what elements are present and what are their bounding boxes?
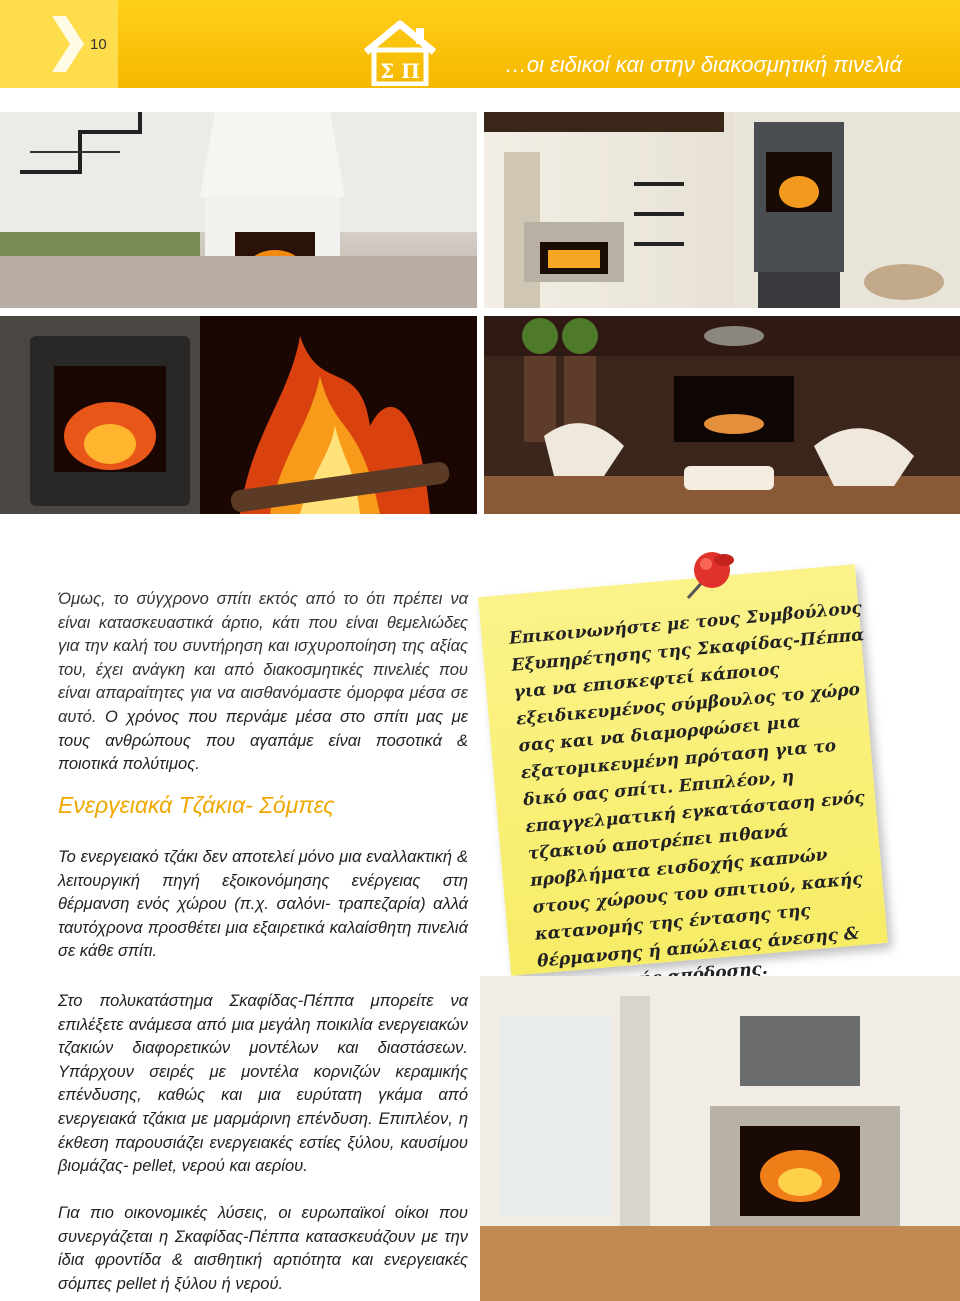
section-paragraph-3: Για πιο οικονομικές λύσεις, οι ευρωπαϊκοί οίκοι που συνεργάζεται η Σκαφίδας-Πέππα κατασκευάζουν με την ίδια φροντίδα & αισθητική αρτιότητα και ενεργειακές σόμπες pellet ή ξύλου ή νερού. bbox=[58, 1204, 468, 1293]
header-tagline: …οι ειδικοί και στην διακοσμητική πινελιά bbox=[504, 52, 902, 77]
section-heading: Ενεργειακά Τζάκια- Σόμπες bbox=[58, 792, 335, 818]
photo-stove-and-flames bbox=[0, 316, 477, 514]
section-paragraph-2: Στο πολυκατάστημα Σκαφίδας-Πέππα μπορείτε να επιλέξετε ανάμεσα από μια μεγάλη ποικιλία ενεργειακών τζακιών διαφορετικών μοντέλων και διαστάσεων. Υπάρχουν σειρές με μοντέλα κορνιζών κεραμικής επένδυσης, καθώς και μια ευρύτατη γκάμα από ενεργειακά τζάκια με μαρμάρινη επένδυση. Επιπλέον, η έκθεση παρουσιάζει ενεργειακές εστίες ξύλου, καυσίμου βιομάζας- pellet, νερού και αερίου. bbox=[58, 992, 468, 1176]
page-number: 10 bbox=[90, 36, 107, 53]
sticky-note bbox=[470, 540, 890, 990]
chevron-right-icon bbox=[52, 16, 84, 72]
intro-text-part1: Όμως, το σύγχρονο σπίτι εκτός από το ότι πρέπει να είναι κατασκευαστικά άρτιο, κάτι που είναι θεμελιώδες για την καλή του συντήρηση και ισχυροποίηση της αξίας του, έχει ανάγκη και από διακοσμητικές πινελιές που είναι απαραίτητες για να αισθανόμαστε όμορφα μέσα σε αυτό. bbox=[58, 590, 468, 726]
intro-text-part2: Ο χρόνος που περνάμε μέσα στο σπίτι μας με τους ανθρώπους που αγαπάμε είναι ποσοτικά & ποιοτικά πολύτιμος. bbox=[58, 707, 468, 774]
photo-contemporary-fireplace bbox=[480, 976, 960, 1301]
photo-open-fireplace bbox=[0, 112, 477, 308]
photo-modern-lounge-fireplace bbox=[484, 316, 960, 514]
intro-paragraph bbox=[58, 588, 468, 777]
sticky-note-text: Επικοινωνήστε με τους Συμβούλους Εξυπηρέτησης της Σκαφίδας-Πέππα για να επισκεφτεί κάποιος εξειδικευμένος σύμβουλος το χώρο σας και να διαμορφώσει μια εξατομικευμένη πρόταση για το δικό σας σπίτι. Επιπλέον, η επαγγελματική εγκατάσταση ενός τζακιού αποτρέπει πιθανά προβλήματα εισδοχής καπνών στους χώρους του σπιτιού, κακής κατανομής της έντασης της θέρμανσης ή απώλειας άνεσης & απόδοσης. bbox=[508, 598, 866, 988]
photo-modern-insert-and-stove bbox=[484, 112, 960, 308]
logo-letters: Σ Π bbox=[380, 59, 420, 83]
header-bar bbox=[0, 0, 960, 88]
page-number-box bbox=[0, 0, 118, 88]
section-paragraph-1: Το ενεργειακό τζάκι δεν αποτελεί μόνο μια εναλλακτική & λειτουργική πηγή εξοικονόμησης ενέργειας στη θέρμανση ενός χώρου (π.χ. σαλόνι- τραπεζαρία) αλλά ταυτόχρονα προσθέτει μια εξαιρετικά καλαίσθητη πινελιά σε κάθε σπίτι. bbox=[58, 848, 468, 961]
house-logo-icon bbox=[360, 18, 440, 86]
